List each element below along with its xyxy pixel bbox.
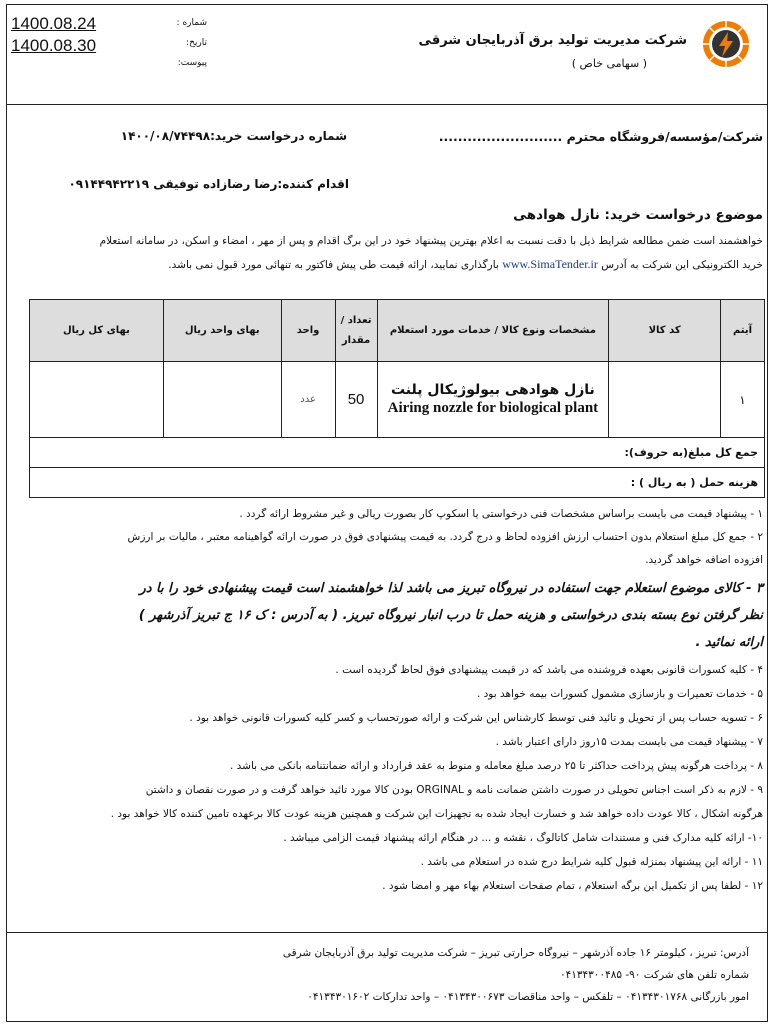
cell-code bbox=[609, 362, 721, 438]
body-line-2 bbox=[168, 257, 763, 272]
subject-line: موضوع درخواست خرید: نازل هوادهی bbox=[513, 207, 763, 223]
condition-3-end: ارائه نمائید . bbox=[695, 635, 763, 650]
date-box bbox=[11, 13, 96, 57]
condition-10: ۱۰- ارائه کلیه مدارک فنی و مستندات شامل کاتالوگ ، نقشه و ... در هنگام ارائه پیشنهاد قیمت الزامی میباشد . bbox=[283, 832, 763, 844]
body-line-2-post: بارگذاری نمایید، ارائه قیمت طی پیش فاکتور به تنهائی مورد قبول نمی باشد. bbox=[168, 259, 499, 271]
label-number: شماره : bbox=[176, 18, 207, 28]
label-date: تاریخ: bbox=[186, 38, 207, 48]
condition-1: ۱ - پیشنهاد قیمت می بایست براساس مشخصات فنی درخواستی یا اسکوپ کار بصورت ریالی و غیر مشروط ارائه گردد . bbox=[239, 508, 763, 520]
col-unit: واحد bbox=[281, 300, 335, 362]
request-number: شماره درخواست خرید:۱۴۰۰/۰۸/۷۴۴۹۸ bbox=[120, 129, 347, 143]
cell-unit-price bbox=[163, 362, 281, 438]
document-page bbox=[6, 4, 768, 1022]
item-name-fa: نازل هوادهی بیولوژیکال پلنت bbox=[390, 382, 595, 398]
condition-11: ۱۱ - ارائه این پیشنهاد بمنزله قبول کلیه شرایط درج شده در استعلام می باشد . bbox=[420, 856, 763, 868]
col-item: آیتم bbox=[721, 300, 765, 362]
company-type: ( سهامی خاص ) bbox=[571, 57, 647, 70]
table-row bbox=[30, 362, 765, 438]
condition-9-cont: هرگونه اشکال ، کالا عودت داده خواهد شد و خسارت ایجاد شده به تجهیزات این شرکت و همچنین هزینه عودت کالا برعهده تامین کننده کالا خواهد بود . bbox=[110, 808, 763, 820]
label-attachment: پیوست: bbox=[177, 58, 207, 68]
condition-3-cont: نظر گرفتن نوع بسته بندی درخواستی و هزینه حمل تا درب انبار نیروگاه تبریز. ( به آدرس : ک ۱۶ ج تبریز آذرشهر ) bbox=[138, 608, 763, 623]
condition-2-cont: افزوده اضافه خواهد گردید. bbox=[645, 554, 763, 566]
condition-7: ۷ - پیشنهاد قیمت می بایست بمدت ۱۵روز دارای اعتبار باشد . bbox=[495, 736, 763, 748]
actor-line: اقدام کننده:رضا رضازاده توفیقی ۰۹۱۴۴۹۴۲۲۱۹ bbox=[68, 177, 349, 191]
cell-total-price bbox=[30, 362, 164, 438]
col-code: کد کالا bbox=[609, 300, 721, 362]
condition-2: ۲ - جمع کل مبلغ استعلام بدون احتساب ارزش افزوده لحاظ و درج گردد. به قیمت پیشنهادی فوق در صورت ارائه گواهینامه معتبر ، مالیات بر ارزش bbox=[127, 531, 763, 543]
footer-phones: شماره تلفن های شرکت ۹۰- ۰۴۱۳۴۳۰۰۴۸۵ bbox=[559, 969, 749, 981]
footer-address: آدرس: تبریز ، کیلومتر ۱۶ جاده آذرشهر – نیروگاه حرارتی تبریز – شرکت مدیریت تولید برق آذربایجان شرقی bbox=[282, 947, 749, 959]
date-2: 1400.08.30 bbox=[11, 36, 97, 55]
col-unit-price: بهای واحد ریال bbox=[163, 300, 281, 362]
tender-url-link[interactable]: www.SimaTender.ir bbox=[502, 257, 598, 271]
shipping-row bbox=[30, 468, 765, 498]
col-qty: تعداد / مقدار bbox=[335, 300, 377, 362]
letterhead bbox=[7, 5, 767, 105]
condition-5: ۵ - خدمات تعمیرات و بازسازی مشمول کسورات بیمه خواهد بود . bbox=[476, 688, 763, 700]
date-1: 1400.08.24 bbox=[11, 14, 97, 33]
col-total-price: بهای کل ریال bbox=[30, 300, 164, 362]
company-name: شرکت مدیریت تولید برق آذربایجان شرقی bbox=[418, 33, 687, 48]
shipping-label: هزینه حمل ( به ریال ) : bbox=[30, 468, 765, 498]
cell-spec bbox=[377, 362, 609, 438]
items-table bbox=[29, 299, 765, 498]
body-line-2-pre: خرید الکترونیکی این شرکت به آدرس bbox=[601, 259, 763, 271]
cell-unit: عدد bbox=[281, 362, 335, 438]
footer bbox=[7, 932, 767, 1021]
sum-row bbox=[30, 438, 765, 468]
company-logo-icon bbox=[701, 19, 751, 69]
cell-qty: 50 bbox=[335, 362, 377, 438]
meta-labels bbox=[167, 13, 207, 73]
item-name-en: Airing nozzle for biological plant bbox=[387, 400, 599, 416]
footer-contacts: امور بازرگانی ۰۴۱۳۴۳۰۱۷۶۸ – تلفکس – واحد مناقصات ۰۴۱۳۴۳۰۰۶۷۳ – واحد تدارکات ۰۴۱۳۴۳۰۱۶۰۲ bbox=[307, 991, 749, 1003]
recipient-line: شرکت/مؤسسه/فروشگاه محترم .......................... bbox=[438, 129, 763, 144]
condition-4: ۴ - کلیه کسورات قانونی بعهده فروشنده می باشد که در قیمت پیشنهادی فوق لحاظ گردیده است . bbox=[335, 664, 763, 676]
body-line-1: خواهشمند است ضمن مطالعه شرایط ذیل با دقت نسبت به اعلام بهترین پیشنهاد خود در این برگ اقدام و پس از مهر ، امضاء و اسکن، در سامانه استعلام bbox=[99, 235, 763, 247]
cell-item: ۱ bbox=[721, 362, 765, 438]
condition-3: ۳ - کالای موضوع استعلام جهت استفاده در نیروگاه تبریز می باشد لذا خواهشمند است قیمت پیشنهادی خود را با در bbox=[139, 581, 763, 596]
condition-9: ۹ - لازم به ذکر است اجناس تحویلی در صورت داشتن ضمانت نامه و ORGINAL بودن کالا مورد تائید خواهد گرفت و در صورت نقصان و داشتن bbox=[145, 784, 763, 796]
sum-label: جمع کل مبلغ(به حروف): bbox=[30, 438, 765, 468]
condition-8: ۸ - پرداخت هرگونه پیش پرداخت حداکثر تا ۲۵ درصد مبلغ معامله و منوط به عقد قرارداد و ارائه ضمانتنامه بانکی می باشد . bbox=[229, 760, 763, 772]
condition-12: ۱۲ - لطفا پس از تکمیل این برگه استعلام ، تمام صفحات استعلام بهاء مهر و امضا شود . bbox=[382, 880, 763, 892]
condition-6: ۶ - تسویه حساب پس از تحویل و تائید فنی توسط کارشناس این شرکت و ارائه صورتحساب و کسر کلیه کسورات قانونی خواهد بود . bbox=[189, 712, 763, 724]
col-spec: مشخصات ونوع کالا / خدمات مورد استعلام bbox=[377, 300, 609, 362]
table-header-row bbox=[30, 300, 765, 362]
